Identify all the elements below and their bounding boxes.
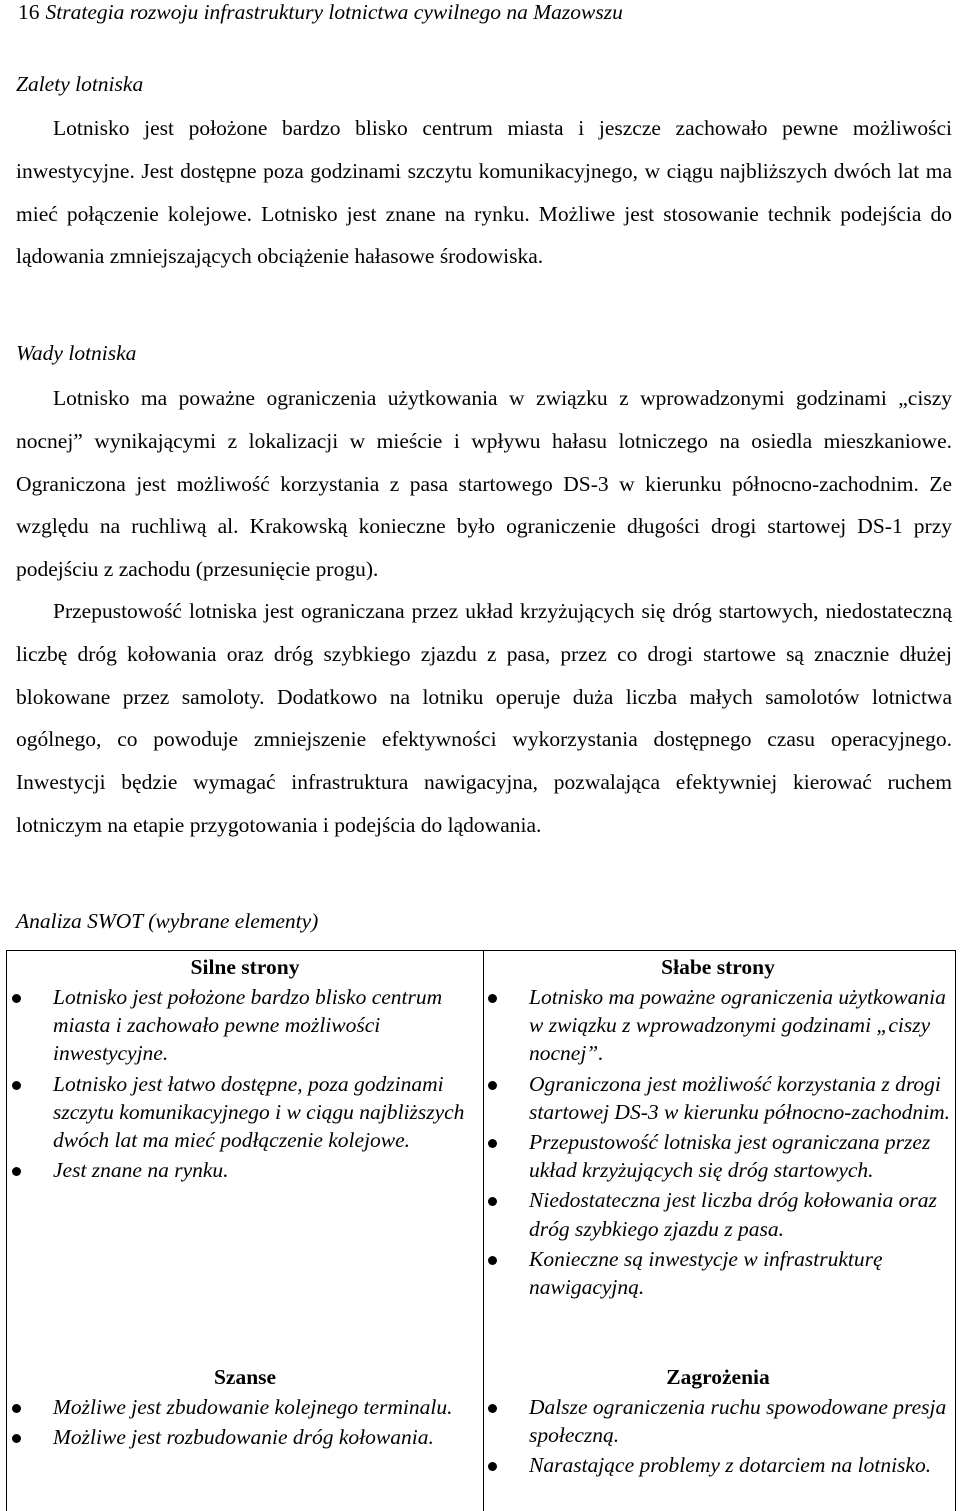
list-item: Narastające problemy z dotarciem na lotnisko. [483, 1451, 953, 1479]
bullet-icon [12, 1081, 21, 1090]
weaknesses-list [483, 983, 953, 1301]
list-item: Ograniczona jest możliwość korzystania z drogi startowej DS-3 w kierunku północno-zachodnim. [483, 1070, 953, 1126]
list-item: Przepustowość lotniska jest ograniczana przez układ krzyżujących się dróg startowych. [483, 1128, 953, 1184]
disadvantages-heading: Wady lotniska [16, 341, 137, 365]
bullet-icon [488, 1081, 497, 1090]
opportunities-list [7, 1393, 483, 1451]
bullet-icon [488, 1256, 497, 1265]
page-number: 16 [18, 0, 40, 24]
bullet-icon [488, 1139, 497, 1148]
strengths-list [7, 983, 483, 1184]
bullet-icon [488, 1197, 497, 1206]
running-title: Strategia rozwoju infrastruktury lotnictwa cywilnego na Mazowszu [45, 0, 623, 24]
bullet-icon [12, 1434, 21, 1443]
threats-list [483, 1393, 953, 1480]
bullet-icon [12, 1167, 21, 1176]
list-item: Jest znane na rynku. [7, 1156, 483, 1184]
swot-heading: Analiza SWOT (wybrane elementy) [16, 909, 319, 933]
list-item: Lotnisko ma poważne ograniczenia użytkowania w związku z wprowadzonymi godzinami „ciszy nocnej”. [483, 983, 953, 1068]
bullet-icon [488, 1462, 497, 1471]
list-item: Konieczne są inwestycje w infrastrukturę nawigacyjną. [483, 1245, 953, 1301]
advantages-heading: Zalety lotniska [16, 72, 144, 96]
opportunities-title: Szanse [213, 1365, 277, 1389]
bullet-icon [488, 1404, 497, 1413]
swot-weaknesses [483, 953, 953, 1301]
swot-threats [483, 1363, 953, 1480]
list-item: Dalsze ograniczenia ruchu spowodowane presja społeczną. [483, 1393, 953, 1449]
threats-title: Zagrożenia [666, 1365, 770, 1389]
page-header [18, 0, 623, 25]
bullet-icon [12, 1404, 21, 1413]
strengths-title: Silne strony [190, 955, 300, 979]
list-item: Lotnisko jest łatwo dostępne, poza godzinami szczytu komunikacyjnego i w ciągu najbliższych dwóch lat ma mieć podłączenie kolejowe. [7, 1070, 483, 1155]
advantages-paragraph: Lotnisko jest położone bardzo blisko centrum miasta i jeszcze zachowało pewne możliwości inwestycyjne. Jest dostępne poza godzinami szczytu komunikacyjnego, w ciągu najbliższych dwóch lat ma mieć połączenie kolejowe. Lotnisko jest znane na rynku. Możliwe jest stosowanie technik podejścia do lądowania zmniejszających obciążenie hałasowe środowiska. [16, 116, 952, 269]
swot-strengths [7, 953, 483, 1184]
list-item: Lotnisko jest położone bardzo blisko centrum miasta i zachowało pewne możliwości inwestycyjne. [7, 983, 483, 1068]
bullet-icon [488, 994, 497, 1003]
swot-table [6, 950, 956, 1511]
disadvantages-paragraph-1: Lotnisko ma poważne ograniczenia użytkowania w związku z wprowadzonymi godzinami „ciszy nocnej” wynikającymi z lokalizacji w mieście i wpływu hałasu lotniczego na osiedla mieszkaniowe. Ograniczona jest możliwość korzystania z pasa startowego DS-3 w kierunku północno-zachodnim. Ze względu na ruchliwą al. Krakowską konieczne było ograniczenie długości drogi startowej DS-1 przy podejściu z zachodu (przesunięcie progu). [16, 386, 952, 582]
swot-opportunities [7, 1363, 483, 1451]
bullet-icon [12, 994, 21, 1003]
list-item: Możliwe jest zbudowanie kolejnego terminalu. [7, 1393, 483, 1421]
list-item: Niedostateczna jest liczba dróg kołowania oraz dróg szybkiego zjazdu z pasa. [483, 1186, 953, 1242]
list-item: Możliwe jest rozbudowanie dróg kołowania. [7, 1423, 483, 1451]
weaknesses-title: Słabe strony [661, 955, 775, 979]
disadvantages-paragraph-2: Przepustowość lotniska jest ograniczana przez układ krzyżujących się dróg startowych, niedostateczną liczbę dróg kołowania oraz dróg szybkiego zjazdu z pasa, przez co drogi startowe są znacznie dłużej blokowane przez samoloty. Dodatkowo na lotniku operuje duża liczba małych samolotów lotnictwa ogólnego, co powoduje zmniejszenie efektywności wykorzystania dostępnego czasu operacyjnego. Inwestycji będzie wymagać infrastruktura nawigacyjna, pozwalająca efektywniej kierować ruchem lotniczym na etapie przygotowania i podejścia do lądowania. [16, 599, 952, 837]
